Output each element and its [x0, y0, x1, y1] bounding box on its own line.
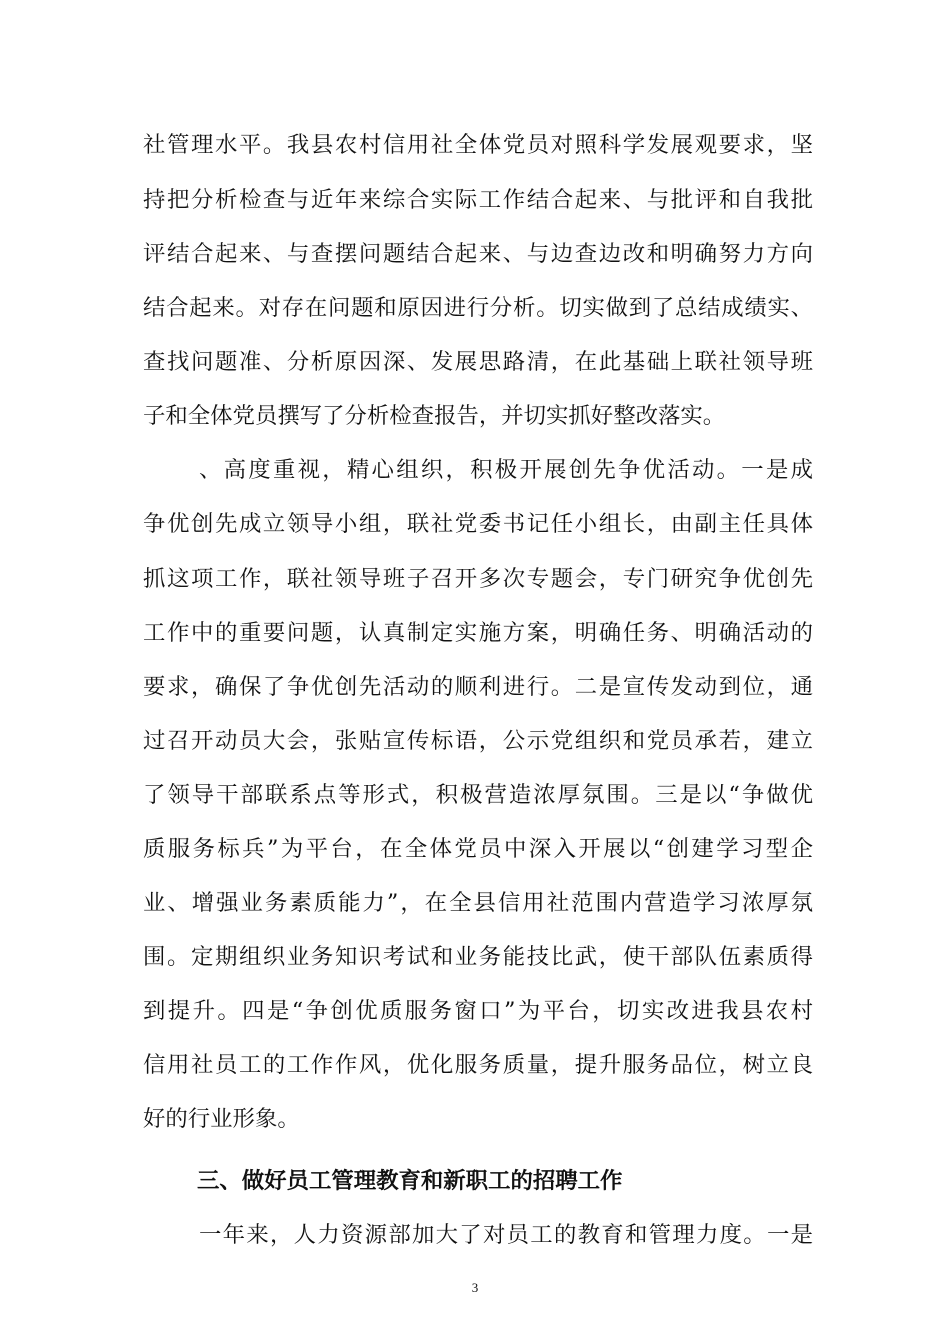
paragraph-1-line-2: 持把分析检查与近年来综合实际工作结合起来、与批评和自我批	[143, 187, 813, 213]
paragraph-1-line-6: 子和全体党员撰写了分析检查报告，并切实抓好整改落实。	[143, 403, 726, 429]
paragraph-2-line-9: 业、增强业务素质能力”，在全县信用社范围内营造学习浓厚氛	[143, 890, 813, 916]
section-heading: 三、做好员工管理教育和新职工的招聘工作	[197, 1168, 623, 1194]
paragraph-2-line-5: 要求，确保了争优创先活动的顺利进行。二是宣传发动到位，通	[143, 674, 813, 700]
paragraph-2-line-6: 过召开动员大会，张贴宣传标语，公示党组织和党员承若，建立	[143, 728, 813, 754]
paragraph-2-line-3: 抓这项工作，联社领导班子召开多次专题会，专门研究争优创先	[143, 566, 813, 592]
paragraph-2-line-4: 工作中的重要问题，认真制定实施方案，明确任务、明确活动的	[143, 620, 813, 646]
paragraph-3-line-1: 一年来，人力资源部加大了对员工的教育和管理力度。一是	[199, 1222, 813, 1248]
paragraph-2-line-13: 好的行业形象。	[143, 1106, 300, 1132]
paragraph-2-line-8: 质服务标兵”为平台，在全体党员中深入开展以“创建学习型企	[143, 836, 813, 862]
paragraph-2-line-10: 围。定期组织业务知识考试和业务能技比武，使干部队伍素质得	[143, 944, 813, 970]
page-number: 3	[471, 1280, 479, 1295]
paragraph-2-line-11: 到提升。四是“争创优质服务窗口”为平台，切实改进我县农村	[143, 998, 813, 1024]
paragraph-2-line-1: 、高度重视，精心组织，积极开展创先争优活动。一是成	[199, 457, 813, 483]
paragraph-1-line-3: 评结合起来、与查摆问题结合起来、与边查边改和明确努力方向	[143, 241, 813, 267]
paragraph-2-line-2: 争优创先成立领导小组，联社党委书记任小组长，由副主任具体	[143, 511, 813, 537]
paragraph-1-line-4: 结合起来。对存在问题和原因进行分析。切实做到了总结成绩实、	[143, 295, 813, 321]
paragraph-2-line-12: 信用社员工的工作作风，优化服务质量，提升服务品位，树立良	[143, 1052, 813, 1078]
paragraph-1-line-1: 社管理水平。我县农村信用社全体党员对照科学发展观要求，坚	[143, 132, 813, 158]
paragraph-2-line-7: 了领导干部联系点等形式，积极营造浓厚氛围。三是以“争做优	[143, 782, 813, 808]
paragraph-1-line-5: 查找问题准、分析原因深、发展思路清，在此基础上联社领导班	[143, 349, 813, 375]
